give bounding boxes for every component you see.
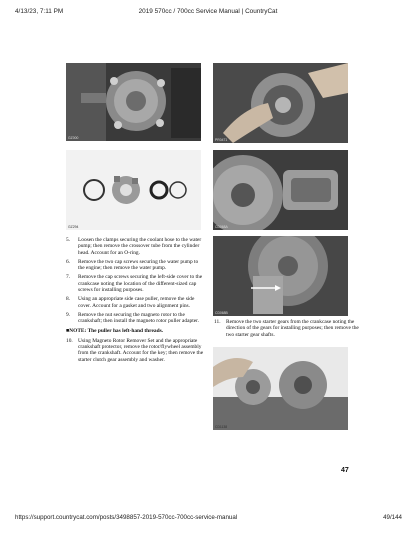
step-text: Remove the two starter gears from the crankcase noting the direction of the gears for installing purposes; then remove the two starter gear shafts.	[226, 319, 359, 338]
manual-page-number: 47	[341, 467, 349, 474]
photo-code: CD068A	[215, 225, 228, 229]
step-item	[66, 274, 204, 293]
step-item	[66, 338, 204, 363]
step-text: Using Magneto Rotor Remover Set and the appropriate crankshaft protector, remove the rotor/flywheel assembly from the crankshaft. Account for the key; then remove the starter clutch gear assembly and washer.	[78, 337, 204, 363]
step-item-11	[214, 319, 366, 338]
print-url: https://support.countrycat.com/posts/3498857-2019-570cc-700cc-service-manual	[15, 514, 238, 521]
photo-flywheel	[213, 150, 348, 230]
step-item	[66, 237, 204, 256]
photo-code: GZ000	[68, 136, 79, 140]
photo-water-pump	[66, 63, 201, 141]
photo-starter-gears	[213, 347, 348, 430]
step-item	[66, 259, 204, 272]
photo-starter-gear	[213, 236, 348, 316]
step-text: Remove the nut securing the magneto rotor to the crankshaft; then install the magneto rotor puller adapter.	[78, 311, 199, 325]
instruction-steps	[66, 237, 204, 366]
print-timestamp: 4/13/23, 7:11 PM	[15, 8, 64, 15]
step-number: 8.	[66, 296, 71, 303]
step-text: Using an appropriate side case puller, remove the side cover. Account for a gasket and two alignment pins.	[78, 296, 195, 309]
browser-print-footer	[0, 514, 416, 526]
step-text: Remove the two cap screws securing the water pump to the engine; then remove the water pump.	[78, 258, 199, 272]
step-number: 10.	[66, 337, 73, 344]
step-number: 11.	[214, 319, 221, 325]
step-item	[66, 312, 204, 325]
photo-code: GZ294	[68, 225, 79, 229]
photo-rotor-removal	[213, 63, 348, 143]
step-number: 5.	[66, 237, 71, 243]
print-page-count: 49/144	[383, 514, 402, 521]
photo-starter-clutch-parts	[66, 150, 201, 230]
step-text: Loosen the clamps securing the coolant hose to the water pump; then remove the crossover tube from the cylinder head. Account for an O-ring.	[78, 237, 202, 256]
photo-code: PR0471	[215, 138, 228, 142]
step-number: 9.	[66, 311, 71, 318]
step-number: 6.	[66, 258, 71, 265]
photo-code: CD1138	[215, 425, 228, 429]
browser-print-header	[0, 8, 416, 20]
step-item	[66, 296, 204, 309]
photo-code: CD068B	[215, 311, 228, 315]
step-number: 7.	[66, 274, 71, 281]
print-page-title: 2019 570cc / 700cc Service Manual | CountryCat	[138, 8, 278, 15]
note-left-hand-threads: ■NOTE: The puller has left-hand threads.	[66, 327, 164, 334]
step-text: Remove the cap screws securing the left-side cover to the crankcase noting the location of the different-sized cap screws for installing purposes.	[78, 274, 203, 294]
